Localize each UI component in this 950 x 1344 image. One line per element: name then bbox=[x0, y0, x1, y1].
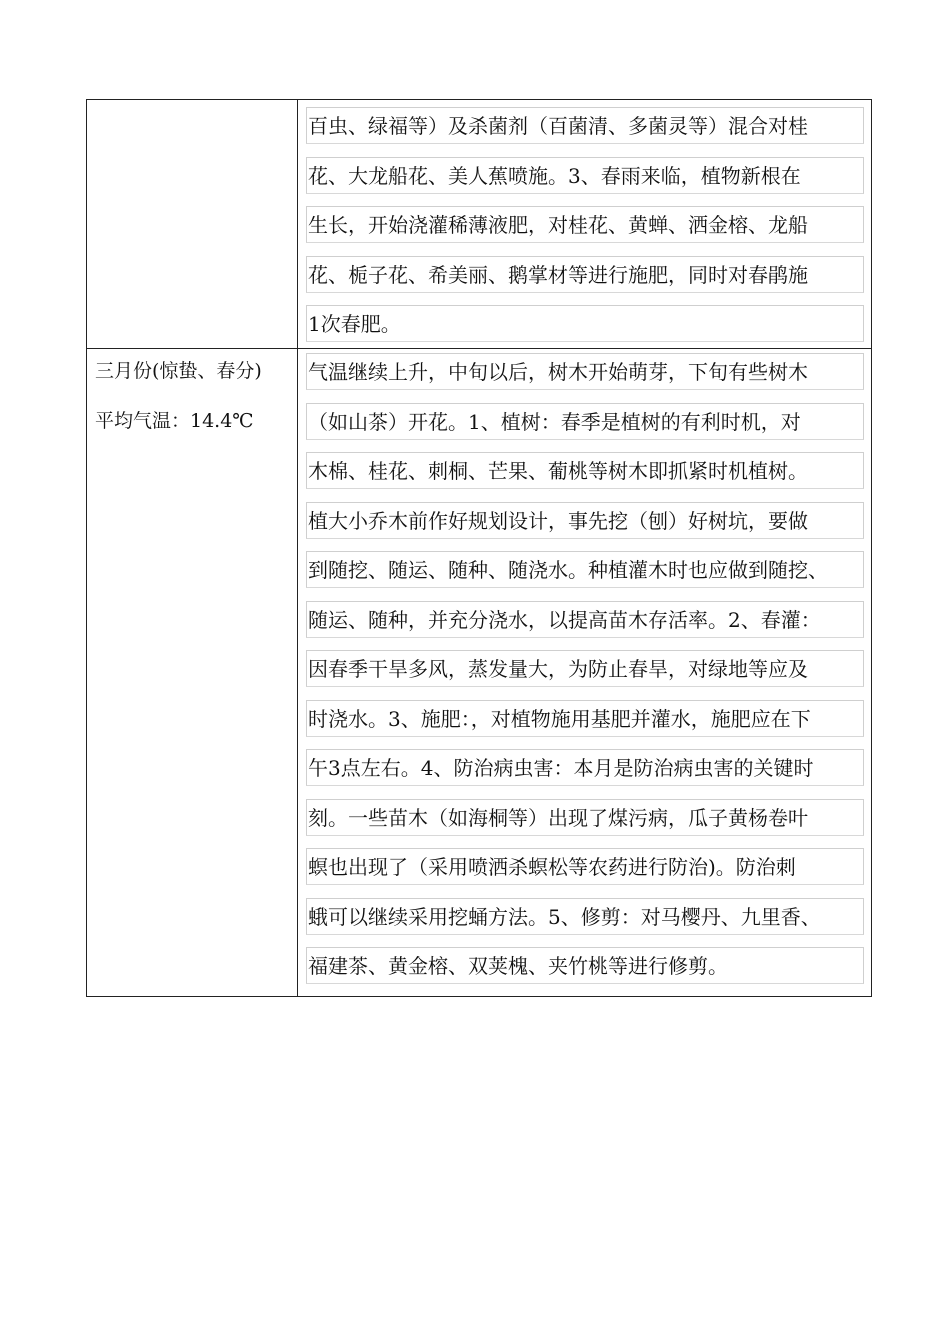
tasks-text-line: 螟也出现了（采用喷洒杀螟松等农药进行防治)。防治刺 bbox=[306, 848, 864, 885]
tasks-text-line: 气温继续上升，中旬以后，树木开始萌芽，下旬有些树木 bbox=[306, 353, 864, 390]
period-cell bbox=[87, 349, 298, 996]
tasks-text-line: 花、大龙船花、美人蕉喷施。3、春雨来临，植物新根在 bbox=[306, 157, 864, 194]
tasks-text-line: 时浇水。3、施肥：，对植物施用基肥并灌水，施肥应在下 bbox=[306, 700, 864, 737]
tasks-text-line: 生长，开始浇灌稀薄液肥，对桂花、黄蝉、洒金榕、龙船 bbox=[306, 206, 864, 243]
tasks-text-line: 蛾可以继续采用挖蛹方法。5、修剪：对马樱丹、九里香、 bbox=[306, 898, 864, 935]
tasks-text-line: 随运、随种，并充分浇水，以提高苗木存活率。2、春灌： bbox=[306, 601, 864, 638]
period-cell bbox=[87, 100, 298, 348]
tasks-text-line: 到随挖、随运、随种、随浇水。种植灌木时也应做到随挖、 bbox=[306, 551, 864, 588]
tasks-text-line: 百虫、绿福等）及杀菌剂（百菌清、多菌灵等）混合对桂 bbox=[306, 107, 864, 144]
table-row bbox=[86, 99, 872, 349]
maintenance-schedule-table bbox=[86, 99, 872, 997]
tasks-text-line: （如山茶）开花。1、植树：春季是植树的有利时机，对 bbox=[306, 403, 864, 440]
tasks-text-line: 福建茶、黄金榕、双荚槐、夹竹桃等进行修剪。 bbox=[306, 947, 864, 984]
tasks-text-line: 1次春肥。 bbox=[306, 305, 864, 342]
tasks-text-line: 植大小乔木前作好规划设计，事先挖（刨）好树坑，要做 bbox=[306, 502, 864, 539]
tasks-cell bbox=[298, 349, 871, 996]
table-row bbox=[86, 348, 872, 997]
tasks-text-line: 因春季干旱多风，蒸发量大，为防止春旱，对绿地等应及 bbox=[306, 650, 864, 687]
tasks-text-line: 午3点左右。4、防治病虫害：本月是防治病虫害的关键时 bbox=[306, 749, 864, 786]
tasks-text-line: 刻。一些苗木（如海桐等）出现了煤污病，瓜子黄杨卷叶 bbox=[306, 799, 864, 836]
tasks-cell bbox=[298, 100, 871, 348]
tasks-text-line: 木棉、桂花、刺桐、芒果、葡桃等树木即抓紧时机植树。 bbox=[306, 452, 864, 489]
month-solar-terms: 三月份(惊蛰、春分) bbox=[95, 360, 262, 382]
average-temperature: 平均气温：14.4℃ bbox=[95, 410, 254, 432]
tasks-text-line: 花、栀子花、希美丽、鹅掌材等进行施肥，同时对春鹃施 bbox=[306, 256, 864, 293]
